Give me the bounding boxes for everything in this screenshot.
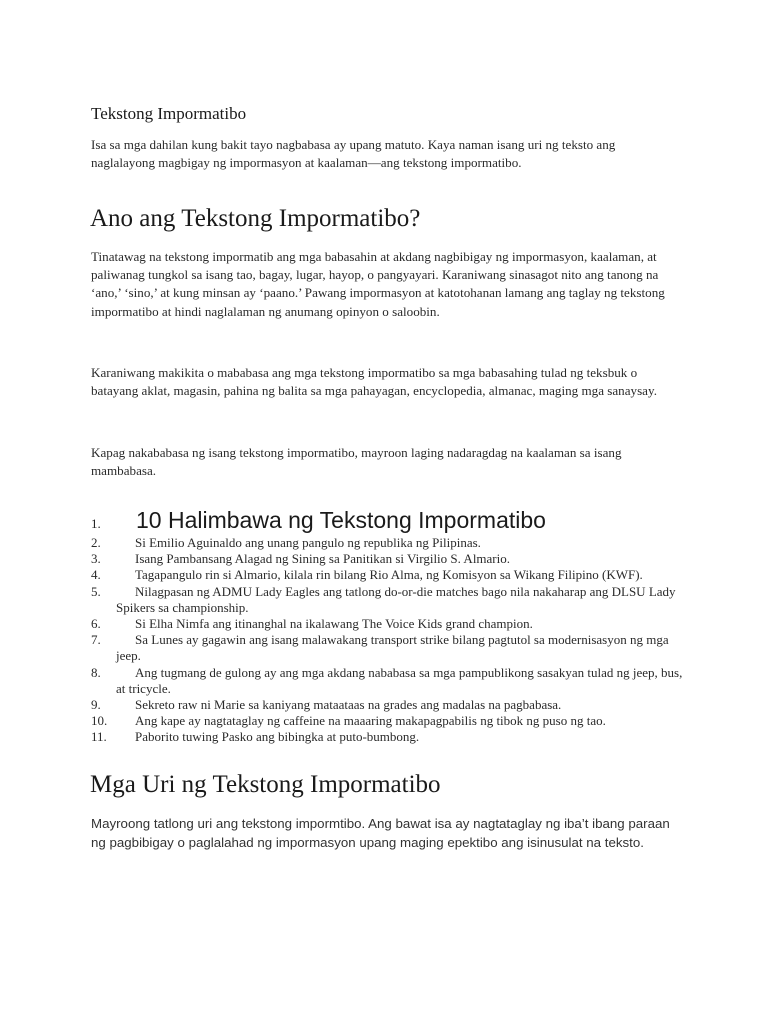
list-item-text: Si Elha Nimfa ang itinanghal na ikalawang The Voice Kids grand champion.	[135, 616, 533, 632]
list-number: 11.	[91, 729, 107, 745]
list-number: 10.	[91, 713, 108, 729]
list-item-text: Tagapangulo rin si Almario, kilala rin bilang Rio Alma, ng Komisyon sa Wikang Filipino (KWF).	[135, 567, 643, 583]
types-paragraph: Mayroong tatlong uri ang tekstong impormtibo. Ang bawat isa ay nagtataglay ng iba’t ibang paraan ng pagbibigay o paglalahad ng impormasyon upang maging epektibo ang isinusulat na teksto.	[91, 816, 670, 850]
list-item-text: Sa Lunes ay gagawin ang isang malawakang transport strike bilang pagtutol sa modernisasyon ng mga jeep.	[116, 632, 669, 664]
list-item-text: Ang tugmang de gulong ay ang mga akdang nababasa sa mga pampublikong sasakyan tulad ng jeep, bus, at tricycle.	[116, 664, 683, 696]
sources-paragraph: Karaniwang makikita o mababasa ang mga tekstong impormatibo sa mga babasahing tulad ng teksbuk o batayang aklat, magasin, pahina ng balita sa mga pahayagan, encyclopedia, almanac, maging mga sanaysay.	[91, 365, 657, 399]
list-number: 9.	[91, 697, 101, 713]
list-number: 7.	[91, 632, 101, 648]
list-number: 6.	[91, 616, 101, 632]
list-item-text: Si Emilio Aguinaldo ang unang pangulo ng republika ng Pilipinas.	[135, 535, 481, 550]
list-item	[91, 567, 691, 583]
list-number: 5.	[91, 583, 101, 599]
list-item	[91, 665, 691, 697]
list-item	[91, 632, 691, 664]
list-item	[91, 697, 691, 713]
list-item	[91, 551, 691, 567]
definition-paragraph: Tinatawag na tekstong impormatib ang mga babasahin at akdang nagbibigay ng impormasyon, kaalaman, at paliwanag tungkol sa isang tao, bagay, lugar, hayop, o pangyayari. Karaniwang sinasagot nito ang tanong na ‘ano,’ ‘sino,’ at kung minsan ay ‘paano.’ Pawang impormasyon at katotohanan lamang ang taglay ng tekstong impormatibo at hindi naglalaman ng anumang opinyon o saloobin.	[91, 249, 665, 319]
list-number: 1.	[91, 516, 101, 531]
list-item-text: Paborito tuwing Pasko ang bibingka at puto-bumbong.	[135, 729, 420, 745]
list-number: 3.	[91, 551, 101, 567]
list-item-text: Sekreto raw ni Marie sa kaniyang mataataas na grades ang madalas na pagbabasa.	[135, 697, 562, 713]
intro-paragraph: Isa sa mga dahilan kung bakit tayo nagbabasa ay upang matuto. Kaya naman isang uri ng teksto ang naglalayong magbigay ng impormasyon at kaalaman—ang tekstong impormatibo.	[91, 137, 616, 171]
list-item-text: Ang kape ay nagtataglay ng caffeine na maaaring makapagpabilis ng tibok ng puso ng tao.	[135, 713, 606, 729]
knowledge-paragraph: Kapag nakababasa ng isang tekstong impormatibo, mayroon laging nadaragdag na kaalaman sa isang mambabasa.	[91, 445, 622, 479]
section-heading-ano: Ano ang Tekstong Impormatibo?	[90, 205, 421, 232]
list-item	[91, 616, 691, 632]
list-number: 8.	[91, 664, 101, 680]
examples-heading: 10 Halimbawa ng Tekstong Impormatibo	[136, 507, 546, 533]
list-item-text: Isang Pambansang Alagad ng Sining sa Panitikan si Virgilio S. Almario.	[135, 551, 511, 567]
examples-heading-row	[91, 505, 691, 537]
list-item	[91, 535, 691, 551]
document-title: Tekstong Impormatibo	[91, 104, 247, 123]
list-item-text: Nilagpasan ng ADMU Lady Eagles ang tatlong do-or-die matches bago nila nakaharap ang DLSU Lady Spikers sa championship.	[116, 583, 676, 615]
examples-list	[91, 535, 691, 746]
list-item	[91, 713, 691, 729]
list-item	[91, 729, 691, 745]
list-number: 4.	[91, 567, 101, 583]
section-heading-uri: Mga Uri ng Tekstong Impormatibo	[90, 771, 441, 798]
list-number: 2.	[91, 535, 101, 550]
list-item	[91, 584, 691, 616]
